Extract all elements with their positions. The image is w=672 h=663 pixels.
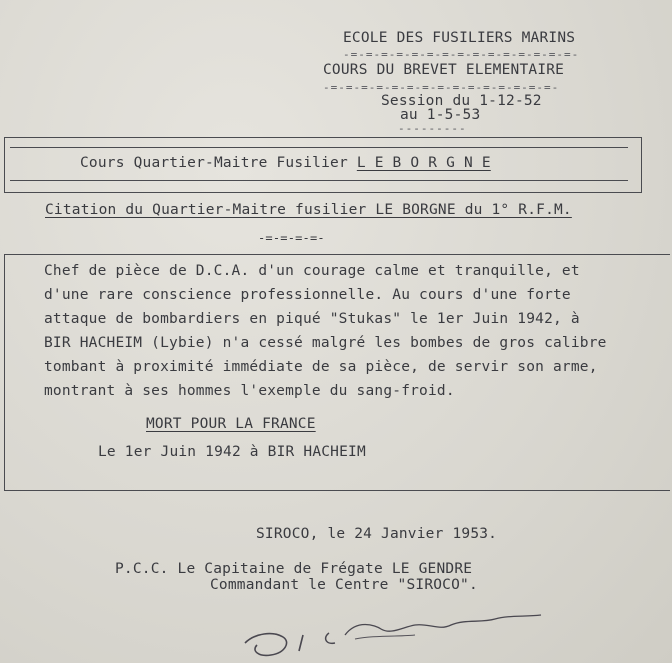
pcc-line: P.C.C. Le Capitaine de Frégate LE GENDRE <box>115 561 473 577</box>
session-from: Session du 1-12-52 <box>381 93 542 109</box>
separator: -=-=-=-=- <box>258 231 325 245</box>
citation-line-4: BIR HACHEIM (Lybie) n'a cessé malgré les bombes de gros calibre <box>44 335 607 351</box>
body-frame-top <box>4 254 670 255</box>
session-to: au 1-5-53 <box>400 107 481 123</box>
dash-row-3: --------- <box>398 122 467 135</box>
banner-inner-bottom <box>10 180 628 181</box>
body-frame-left <box>4 254 5 490</box>
commandant-line: Commandant le Centre "SIROCO". <box>210 577 478 593</box>
mort-pour-la-france: MORT POUR LA FRANCE <box>146 416 316 432</box>
citation-title: Citation du Quartier-Maitre fusilier LE BORGNE du 1° R.F.M. <box>45 202 572 218</box>
banner-inner-top <box>10 147 628 148</box>
citation-line-1: Chef de pièce de D.C.A. d'un courage calme et tranquille, et <box>44 263 580 279</box>
dash-row-2: -=-=-=-=-=-=-=-=-=-=-=-=-=-=-=- <box>323 81 560 94</box>
death-line: Le 1er Juin 1942 à BIR HACHEIM <box>98 444 366 460</box>
citation-line-6: montrant à ses hommes l'exemple du sang-froid. <box>44 383 455 399</box>
banner-name: L E B O R G N E <box>356 155 491 171</box>
body-frame-bottom <box>4 490 670 491</box>
course-name: COURS DU BREVET ELEMENTAIRE <box>323 62 565 78</box>
signature <box>225 605 565 663</box>
citation-line-3: attaque de bombardiers en piqué "Stukas" le 1er Juin 1942, à <box>44 311 580 327</box>
citation-line-5: tombant à proximité immédiate de sa pièce, de servir son arme, <box>44 359 598 375</box>
dash-row-1: -=-=-=-=-=-=-=-=-=-=-=-=-=-=-=- <box>343 48 580 61</box>
banner-text <box>80 155 491 171</box>
school-name: ECOLE DES FUSILIERS MARINS <box>343 30 576 46</box>
banner-prefix: Cours Quartier-Maitre Fusilier <box>80 155 357 171</box>
place-date: SIROCO, le 24 Janvier 1953. <box>256 526 498 542</box>
citation-line-2: d'une rare conscience professionnelle. Au cours d'une forte <box>44 287 571 303</box>
